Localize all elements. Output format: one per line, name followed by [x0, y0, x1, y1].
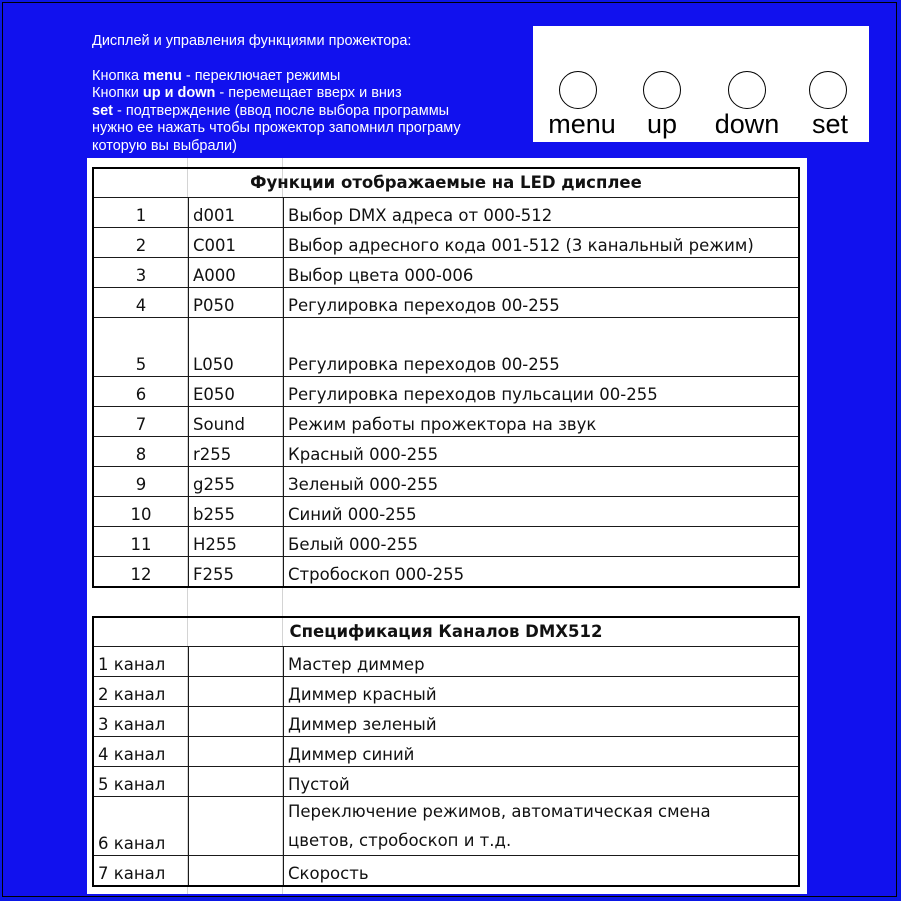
- down-button[interactable]: [728, 71, 766, 109]
- intro-line: Дисплей и управления функциями прожектора:: [92, 33, 412, 49]
- table-row: 11 H255 Белый 000-255: [93, 527, 799, 557]
- table-row: 9 g255 Зеленый 000-255: [93, 467, 799, 497]
- menu-button[interactable]: [559, 71, 597, 109]
- table-row: 4 P050 Регулировка переходов 00-255: [93, 288, 799, 318]
- set-button[interactable]: [809, 71, 847, 109]
- down-button-label: down: [714, 109, 780, 139]
- table-row: 10 b255 Синий 000-255: [93, 497, 799, 527]
- up-button-label: up: [646, 109, 678, 139]
- functions-table: [92, 167, 800, 588]
- intro-text: [92, 33, 522, 155]
- intro-line: которую вы выбрали): [92, 137, 237, 154]
- intro-line: Кнопка menu - переключает режимы: [92, 67, 341, 84]
- control-panel: [533, 26, 869, 142]
- menu-button-label: menu: [548, 109, 616, 139]
- table-row: 1 d001 Выбор DMX адреса от 000-512: [93, 198, 799, 228]
- table-row: 5 L050 Регулировка переходов 00-255: [93, 318, 799, 377]
- table-row: 5 канал Пустой: [93, 767, 799, 797]
- table-row: 3 канал Диммер зеленый: [93, 707, 799, 737]
- table-row: 4 канал Диммер синий: [93, 737, 799, 767]
- table-row: 8 r255 Красный 000-255: [93, 437, 799, 467]
- table-row: 7 канал Скорость: [93, 856, 799, 887]
- dmx-table-title: Спецификация Каналов DMX512: [93, 617, 799, 647]
- table-row: 6 канал Переключение режимов, автоматическая смена цветов, стробоскоп и т.д.: [93, 797, 799, 856]
- up-button[interactable]: [643, 71, 681, 109]
- table-row: 6 E050 Регулировка переходов пульсации 00-255: [93, 377, 799, 407]
- intro-line: set - подтверждение (ввод после выбора программы: [92, 102, 450, 119]
- intro-line: нужно ее нажать чтобы прожектор запомнил програму: [92, 120, 461, 136]
- set-button-label: set: [811, 109, 849, 139]
- table-row: 12 F255 Стробоскоп 000-255: [93, 557, 799, 588]
- dmx-channels-table: [92, 616, 800, 887]
- intro-line: Кнопки up и down - перемещает вверх и вниз: [92, 85, 402, 101]
- up-down-keyword: up и down: [142, 85, 216, 101]
- functions-table-title: Функции отображаемые на LED дисплее: [93, 168, 799, 198]
- menu-keyword: menu: [143, 67, 182, 84]
- table-row: 3 A000 Выбор цвета 000-006: [93, 258, 799, 288]
- set-keyword: set: [92, 102, 113, 119]
- spreadsheet: [87, 158, 807, 894]
- table-row: 2 канал Диммер красный: [93, 677, 799, 707]
- table-row: 1 канал Мастер диммер: [93, 647, 799, 677]
- table-row: 2 C001 Выбор адресного кода 001-512 (3 канальный режим): [93, 228, 799, 258]
- table-row: 7 Sound Режим работы прожектора на звук: [93, 407, 799, 437]
